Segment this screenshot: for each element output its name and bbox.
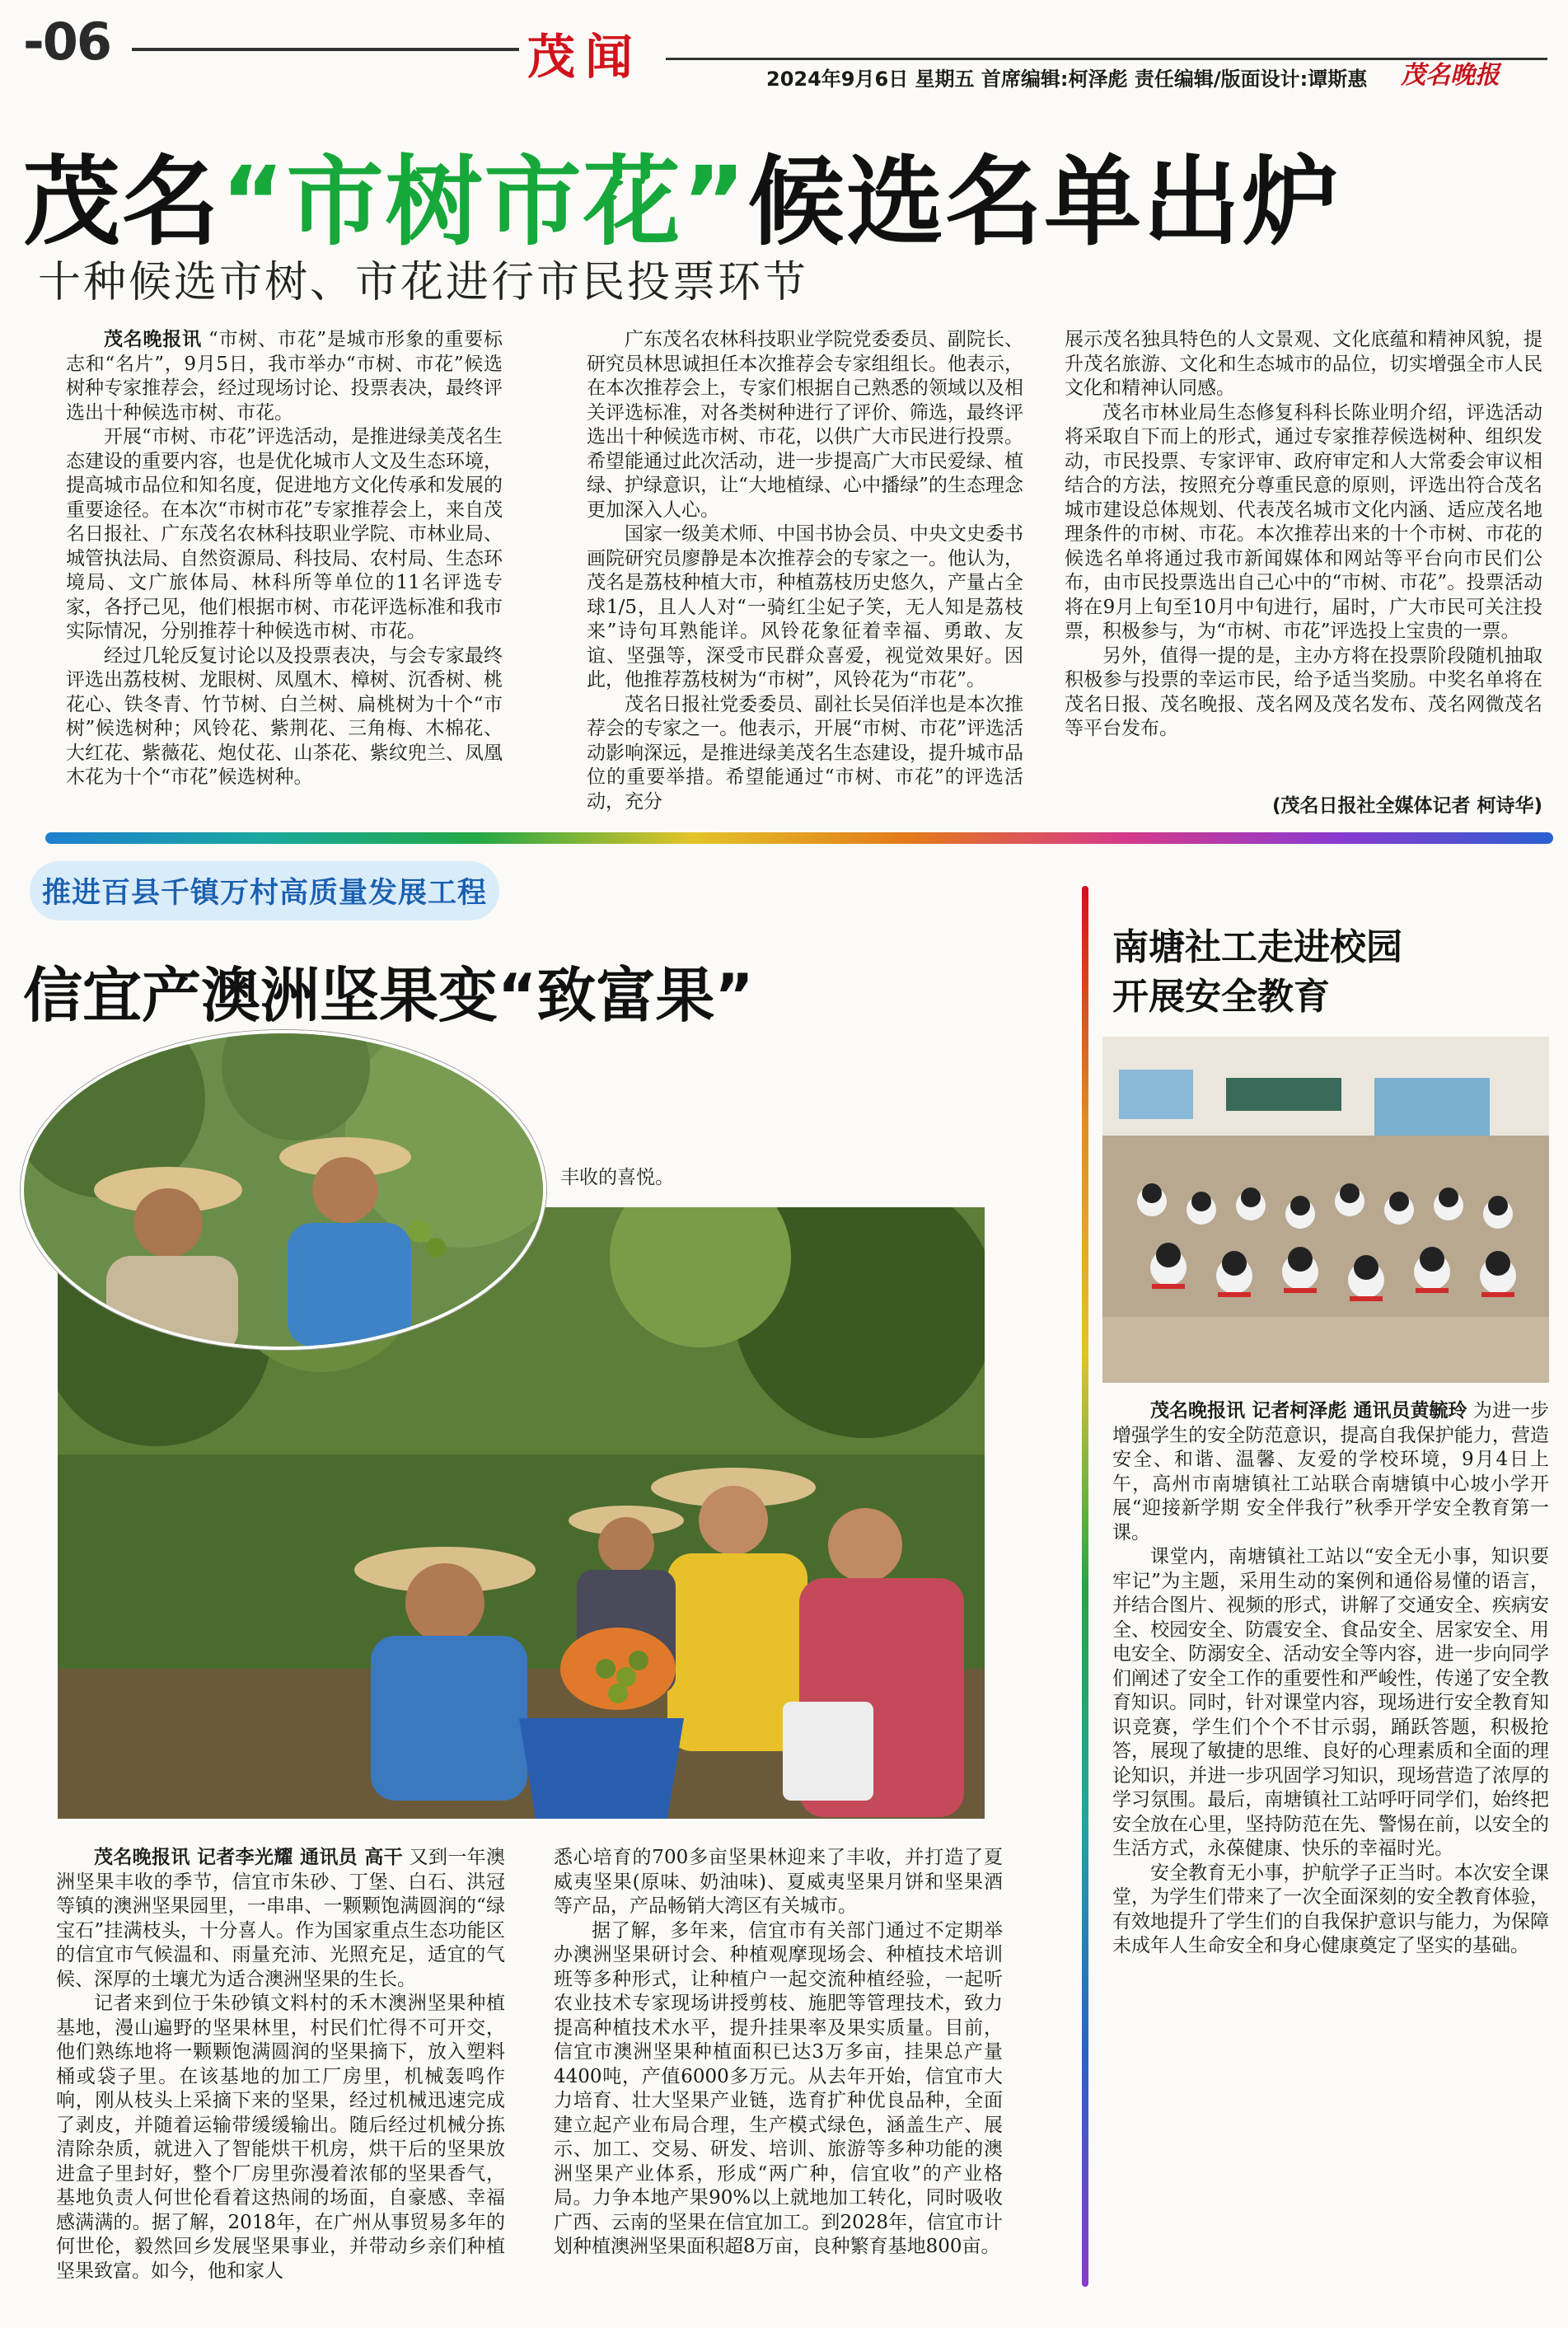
paragraph <box>1112 1545 1549 1862</box>
paragraph-text: 国家一级美术师、中国书协会员、中央文史委书画院研究员廖静是本次推荐会的专家之一。他认为，茂名是荔枝种植大市，种植荔枝历史悠久，产量占全球1/5，且人人对“一骑红尘妃子笑，无人知是荔枝来”诗句耳熟能详。风铃花象征着幸福、勇敢、友谊、坚强等，深受市民群众喜爱，视觉效果好。因此，他推荐荔枝树为“市树”，风铃花为“市花”。 <box>587 523 1023 691</box>
header-rule <box>132 48 519 51</box>
headline-pre: 茂名 <box>23 145 222 259</box>
top-story-column-3 <box>1065 328 1542 742</box>
side-headline-line-2: 开展安全教育 <box>1112 976 1330 1018</box>
paragraph <box>1112 1399 1549 1545</box>
paragraph <box>1065 644 1542 742</box>
rainbow-divider <box>45 832 1553 844</box>
paragraph <box>66 425 503 644</box>
paragraph <box>1112 1862 1549 1959</box>
paragraph-text: 开展“市树、市花”评选活动，是推进绿美茂名生态建设的重要内容，也是优化城市人文及生态环境，提高城市品位和知名度，促进地方文化传承和发展的重要途径。在本次“市树市花”专家推荐会上，来自茂名日报社、广东茂名农林科技职业学院、市林业局、城管执法局、自然资源局、科技局、农村局、生态环境局、文广旅体局、林科所等单位的11名评选专家，各抒己见，他们根据市树、市花评选标准和我市实际情况，分别推荐十种候选市树、市花。 <box>66 426 503 642</box>
paragraph-text: “市树、市花”是城市形象的重要标志和“名片”，9月5日，我市举办“市树、市花”候选树种专家推荐会，经过现场讨论、投票表决，最终评选出十种候选市树、市花。 <box>66 329 503 424</box>
paragraph-text: 茂名日报社党委委员、副社长吴佰洋也是本次推荐会的专家之一。他表示，开展“市树、市花”评选活动影响深远，是推进绿美茂名生态建设，提升城市品位的重要举措。希望能通过“市树、市花”的评选活动，充分 <box>587 693 1023 813</box>
header-info: 2024年9月6日 星期五 首席编辑:柯泽彪 责任编辑/版面设计:谭斯惠 <box>766 68 1368 91</box>
paragraph-text: 又到一年澳洲坚果丰收的季节，信宜市朱砂、丁堡、白石、洪冠等镇的澳洲坚果园里，一串串、一颗颗饱满圆润的“绿宝石”挂满枝头，十分喜人。作为国家重点生态功能区的信宜市气候温和、雨量充沛、光照充足，适宜的气候、深厚的土壤尤为适合澳洲坚果的生长。 <box>56 1847 505 1990</box>
section-tag: 茂闻 <box>527 29 644 85</box>
paragraph-text: 经过几轮反复讨论以及投票表决，与会专家最终评选出荔枝树、龙眼树、凤凰木、樟树、沉香树、桃花心、铁冬青、竹节树、白兰树、扁桃树为十个“市树”候选树种；风铃花、紫荆花、三角梅、木棉花、大红花、紫薇花、炮仗花、山茶花、紫纹兜兰、凤凰木花为十个“市花”候选树种。 <box>66 644 503 788</box>
side-headline <box>1112 923 1402 1022</box>
paragraph <box>56 1846 505 1992</box>
top-story-column-2 <box>587 328 1023 814</box>
side-headline-line-1: 南塘社工走进校园 <box>1112 926 1402 968</box>
headline-highlight: “市树市花” <box>221 145 748 259</box>
paragraph <box>66 328 503 425</box>
dateline: 茂名晚报讯 <box>104 329 202 350</box>
second-story-column-2 <box>554 1846 1003 2260</box>
top-story-byline: (茂名日报社全媒体记者 柯诗华) <box>1271 795 1542 817</box>
side-story-text <box>1112 1399 1549 1959</box>
paragraph-text: 广东茂名农林科技职业学院党委委员、副院长、研究员林思诚担任本次推荐会专家组组长。他表示，在本次推荐会上，专家们根据自己熟悉的领域以及相关评选标准，对各类树种进行了评价、筛选，最终评选出十种候选市树、市花，以供广大市民进行投票。希望能通过此次活动，进一步提高广大市民爱绿、植绿、护绿意识，让“大地植绿、心中播绿”的生态理念更加深入人心。 <box>587 329 1023 521</box>
headline-post: 候选名单出炉 <box>747 145 1341 259</box>
paragraph <box>587 693 1023 815</box>
second-story-column-1 <box>56 1846 505 2284</box>
paragraph <box>587 328 1023 522</box>
paragraph-text: 展示茂名独具特色的人文景观、文化底蕴和精神风貌，提升茂名旅游、文化和生态城市的品位，切实增强全市人民文化和精神认同感。 <box>1065 329 1542 399</box>
main-headline <box>23 124 1341 264</box>
paragraph <box>66 644 503 790</box>
paragraph-text: 课堂内，南塘镇社工站以“安全无小事，知识要牢记”为主题，采用生动的案例和通俗易懂的语言，并结合图片、视频的形式，讲解了交通安全、疾病安全、校园安全、防震安全、食品安全、居家安全、用电安全、防溺安全、活动安全等内容，进一步向同学们阐述了安全工作的重要性和严峻性，传递了安全教育知识。同时，针对课堂内容，现场进行安全教育知识竞赛，学生们个个不甘示弱，踊跃答题，积极抢答，展现了敏捷的思维、良好的心理素质和全面的理论知识，并进一步巩固学习知识，现场营造了浓厚的学习氛围。最后，南塘镇社工站呼吁同学们，始终把安全放在心里，坚持防范在先、警惕在前，以安全的生活方式，永葆健康、快乐的幸福时光。 <box>1112 1546 1549 1859</box>
paragraph <box>1065 401 1542 644</box>
second-headline: 信宜产澳洲坚果变“致富果” <box>23 961 754 1030</box>
photo-caption: 丰收的喜悦。 <box>560 1167 674 1188</box>
paper-logo: 茂名晚报 <box>1401 61 1500 90</box>
paragraph-text: 悉心培育的700多亩坚果林迎来了丰收，并打造了夏威夷坚果(原味、奶油味)、夏威夷坚果月饼和坚果酒等产品，产品畅销大湾区有关城市。 <box>554 1847 1003 1917</box>
dateline: 茂名晚报讯 记者李光耀 通讯员 高干 <box>94 1847 404 1868</box>
inset-circle-photo <box>21 1030 546 1350</box>
paragraph-text: 安全教育无小事，护航学子正当时。本次安全课堂，为学生们带来了一次全面深刻的安全教育体验，有效地提升了学生们的自我保护意识与能力，为保障未成年人生命安全和身心健康奠定了坚实的基础。 <box>1112 1862 1549 1956</box>
dateline: 茂名晚报讯 记者柯泽彪 通讯员黄毓玲 <box>1150 1400 1467 1422</box>
paragraph-text: 据了解，多年来，信宜市有关部门通过不定期举办澳洲坚果研讨会、种植观摩现场会、种植技术培训班等多种形式，让种植户一起交流种植经验，一起听农业技术专家现场讲授剪枝、施肥等管理技术，致力提高种植技术水平，提升挂果率及果实质量。目前，信宜市澳洲坚果种植面积已达3万多亩，挂果总产量4400吨，产值6000多万元。从去年开始，信宜市大力培育、壮大坚果产业链，选育扩种优良品种，全面建立起产业布局合理，生产模式绿色，涵盖生产、展示、加工、交易、研发、培训、旅游等多种功能的澳洲坚果产业体系，形成“两广种，信宜收”的产业格局。力争本地产果90%以上就地加工转化，同时吸收广西、云南的坚果在信宜加工。到2028年，信宜市计划种植澳洲坚果面积超8万亩，良种繁育基地800亩。 <box>554 1919 1003 2257</box>
paragraph <box>554 1846 1003 1919</box>
top-story-column-1 <box>66 328 503 790</box>
paragraph <box>587 522 1023 693</box>
paragraph-text: 茂名市林业局生态修复科科长陈业明介绍，评选活动将采取自下而上的形式，通过专家推荐候选树种、组织发动，市民投票、专家评审、政府审定和人大常委会审议相结合的方法，按照充分尊重民意的原则，评选出符合茂名城市建设总体规划、代表茂名城市文化内涵、适应茂名地理条件的市树、市花。本次推荐出来的十个市树、市花的候选名单将通过我市新闻媒体和网站等平台向市民们公布，由市民投票选出自己心中的“市树、市花”。投票活动将在9月上旬至10月中旬进行，届时，广大市民可关注投票，积极参与，为“市树、市花”评选投上宝贵的一票。 <box>1065 401 1542 642</box>
page-number: -06 <box>23 12 111 72</box>
campaign-pill: 推进百县千镇万村高质量发展工程 <box>30 861 499 920</box>
main-subheadline: 十种候选市树、市花进行市民投票环节 <box>38 258 809 307</box>
paragraph-text: 另外，值得一提的是，主办方将在投票阶段随机抽取积极参与投票的幸运市民，给予适当奖励。中奖名单将在茂名日报、茂名晚报、茂名网及茂名发布、茂名网微茂名等平台发布。 <box>1065 644 1542 739</box>
classroom-photo <box>1102 1037 1549 1383</box>
paragraph-text: 记者来到位于朱砂镇文料村的禾木澳洲坚果种植基地，漫山遍野的坚果林里，村民们忙得不可开交，他们熟练地将一颗颗饱满圆润的坚果摘下，放入塑料桶或袋子里。在该基地的加工厂房里，机械轰鸣作响，刚从枝头上采摘下来的坚果，经过机械迅速完成了剥皮，并随着运输带缓缓输出。随后经过机械分拣清除杂质，就进入了智能烘干机房，烘干后的坚果放进盒子里封好，整个厂房里弥漫着浓郁的坚果香气，基地负责人何世伦看着这热闹的场面，自豪感、幸福感满满的。据了解，2018年，在广州从事贸易多年的何世伦，毅然回乡发展坚果事业，并带动乡亲们种植坚果致富。如今，他和家人 <box>56 1993 505 2282</box>
paragraph-text: 为进一步增强学生的安全防范意识，提高自我保护能力，营造安全、和谐、温馨、友爱的学校环境，9月4日上午，高州市南塘镇社工站联合南塘镇中心坡小学开展“迎接新学期 安全伴我行”秋季开学安全教育第一课。 <box>1112 1400 1550 1543</box>
paragraph <box>56 1992 505 2284</box>
side-box-rainbow-border <box>1082 886 1088 2287</box>
paragraph <box>554 1919 1003 2260</box>
paragraph <box>1065 328 1542 401</box>
